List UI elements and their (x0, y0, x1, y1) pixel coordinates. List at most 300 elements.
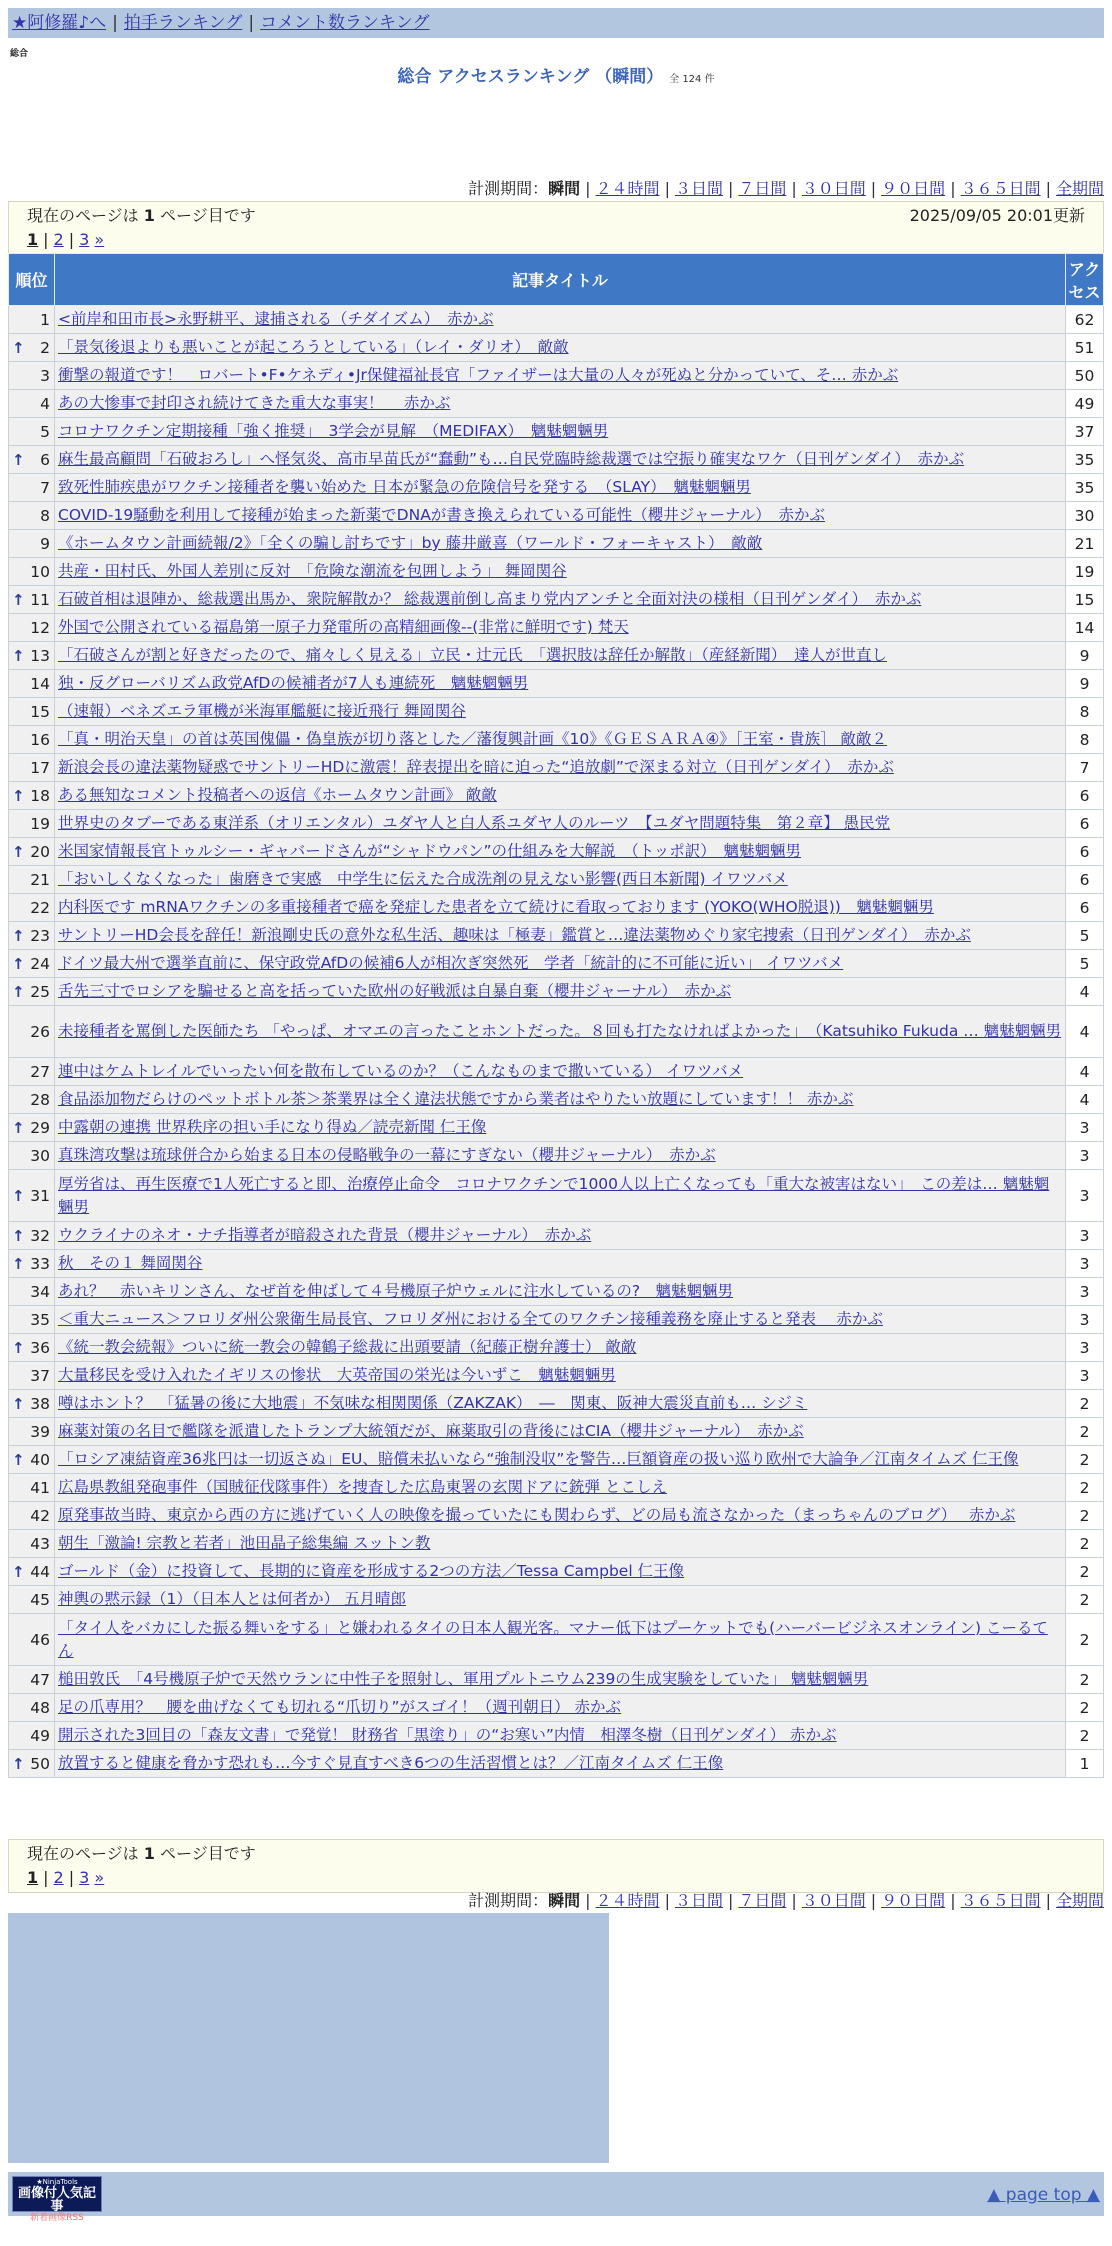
rank-number: 34 (30, 1282, 50, 1301)
rank-number: 9 (40, 534, 50, 553)
pager-bottom (8, 1839, 1104, 1893)
title-cell (55, 502, 1066, 530)
article-link[interactable]: 神輿の黙示録（1）（日本人とは何者か） 五月晴郎 (58, 1590, 407, 1608)
article-link[interactable]: 槌田敦氏 「4号機原子炉で天然ウランに中性子を照射し、軍用プルトニウム239の生成実験をしていた」 魑魅魍魎男 (58, 1670, 869, 1688)
rank-cell (9, 362, 55, 390)
badge-main-text: 画像付人気記事 (17, 2186, 96, 2214)
rank-cell (9, 1222, 55, 1250)
period-option[interactable]: 全期間 (1055, 1891, 1104, 1910)
title-cell (55, 1142, 1066, 1170)
article-link[interactable]: 原発事故当時、東京から西の方に逃げていく人の映像を撮っていたにも関わらず、どの局も流さなかった（まっちゃんのブログ） 赤かぶ (58, 1506, 1016, 1524)
rank-cell (9, 1390, 55, 1418)
rank-number: 48 (30, 1698, 50, 1717)
article-link[interactable]: 内科医です mRNAワクチンの多重接種者で癌を発症した患者を立て続けに看取っております (YOKO(WHO脱退)) 魑魅魍魎男 (58, 898, 934, 916)
title-cell (55, 978, 1066, 1006)
table-row (9, 390, 1104, 418)
title-cell (55, 1278, 1066, 1306)
article-link[interactable]: 「石破さんが割と好きだったので、痛々しく見える」立民・辻元氏 「選択肢は辞任か解散」（産経新聞） 達人が世直し (58, 646, 887, 664)
up-arrow-icon: ↑ (12, 338, 25, 357)
access-count: 1 (1066, 1750, 1104, 1778)
rank-cell (9, 446, 55, 474)
title-cell (55, 642, 1066, 670)
column-header-title: 記事タイトル (55, 254, 1066, 306)
article-link[interactable]: 外国で公開されている福島第一原子力発電所の高精細画像--(非常に鮮明です) 梵天 (58, 618, 629, 636)
period-option[interactable]: ９０日間 (881, 179, 946, 198)
access-count: 4 (1066, 1086, 1104, 1114)
rank-cell (9, 922, 55, 950)
article-link[interactable]: 真珠湾攻撃は琉球併合から始まる日本の侵略戦争の一幕にすぎない（櫻井ジャーナル） 赤かぶ (58, 1146, 716, 1164)
access-count: 2 (1066, 1586, 1104, 1614)
article-link[interactable]: 連中はケムトレイルでいったい何を散布しているのか？（こんなものまで撒いている） イワツバメ (58, 1062, 744, 1080)
table-row (9, 810, 1104, 838)
article-link[interactable]: ある無知なコメント投稿者への返信《ホームタウン計画》 敵敵 (58, 786, 497, 804)
table-row (9, 950, 1104, 978)
access-count: 9 (1066, 642, 1104, 670)
article-link[interactable]: コロナワクチン定期接種「強く推奨」 3学会が見解 （MEDIFAX） 魑魅魍魎男 (58, 422, 609, 440)
ninja-tools-badge[interactable] (12, 2176, 102, 2223)
period-option[interactable]: ７日間 (738, 1891, 787, 1910)
page-separator: | (43, 1868, 49, 1887)
period-separator: | (1045, 179, 1051, 198)
article-link[interactable]: 《統一教会続報》ついに統一教会の韓鶴子総裁に出頭要請（紀藤正樹弁護士） 敵敵 (58, 1338, 637, 1356)
access-count: 2 (1066, 1446, 1104, 1474)
rank-cell (9, 1142, 55, 1170)
title-cell (55, 698, 1066, 726)
access-count: 3 (1066, 1334, 1104, 1362)
access-count: 35 (1066, 474, 1104, 502)
table-row (9, 1142, 1104, 1170)
article-link[interactable]: ウクライナのネオ・ナチ指導者が暗殺された背景（櫻井ジャーナル） 赤かぶ (58, 1226, 592, 1244)
page-info (27, 1842, 256, 1866)
period-option[interactable]: ９０日間 (881, 1891, 946, 1910)
title-cell (55, 1558, 1066, 1586)
article-link[interactable]: 舌先三寸でロシアを騙せると高を括っていた欧州の好戦派は自暴自棄（櫻井ジャーナル） 赤かぶ (58, 982, 732, 1000)
rank-cell (9, 1474, 55, 1502)
pager-top (8, 201, 1104, 255)
article-link[interactable]: 中露朝の連携 世界秩序の担い手になり得ぬ／読売新聞 仁王像 (58, 1118, 487, 1136)
rank-number: 46 (30, 1630, 50, 1649)
title-cell (55, 838, 1066, 866)
table-row (9, 474, 1104, 502)
access-count: 8 (1066, 698, 1104, 726)
article-link[interactable]: 広島県教組発砲事件（国賊征伐隊事件）を捜査した広島東署の玄関ドアに銃弾 とこしえ (58, 1478, 667, 1496)
access-count: 4 (1066, 1058, 1104, 1086)
table-row (9, 754, 1104, 782)
rank-cell (9, 1446, 55, 1474)
up-arrow-icon: ↑ (12, 1254, 25, 1273)
period-label: 計測期間： (468, 179, 549, 198)
table-row (9, 1558, 1104, 1586)
page-info-prefix: 現在のページは (27, 1844, 144, 1863)
article-link[interactable]: 米国家情報長官トゥルシー・ギャバードさんが“シャドウパン”の仕組みを大解説 （トッポ訳） 魑魅魍魎男 (58, 842, 802, 860)
period-option[interactable]: ３日間 (674, 179, 723, 198)
page-separator: | (68, 1868, 75, 1887)
title-cell (55, 390, 1066, 418)
article-link[interactable]: 致死性肺疾患がワクチン接種者を襲い始めた 日本が緊急の危険信号を発する （SLAY） 魑魅魍魎男 (58, 478, 751, 496)
page-separator: | (68, 230, 75, 249)
up-arrow-icon: ↑ (12, 954, 25, 973)
rank-number: 3 (40, 366, 50, 385)
rank-cell (9, 558, 55, 586)
article-link[interactable]: 石破首相は退陣か、総裁選出馬か、衆院解散か？ 総裁選前倒し高まり党内アンチと全面対決の様相（日刊ゲンダイ） 赤かぶ (58, 590, 922, 608)
access-count: 2 (1066, 1502, 1104, 1530)
rank-cell (9, 1750, 55, 1778)
access-count: 2 (1066, 1558, 1104, 1586)
article-link[interactable]: 《ホームタウン計画続報/2》「全くの騙し討ちです」by 藤井厳喜（ワールド・フォーキャスト） 敵敵 (58, 534, 763, 552)
table-row (9, 838, 1104, 866)
access-count: 3 (1066, 1170, 1104, 1222)
table-row (9, 642, 1104, 670)
period-selector-bottom (468, 1888, 1104, 1911)
access-count: 6 (1066, 782, 1104, 810)
page-current: 1 (27, 1868, 39, 1887)
rank-number: 14 (30, 674, 50, 693)
rank-number: 24 (30, 954, 50, 973)
ranking-table-body (9, 306, 1104, 1778)
rank-cell (9, 670, 55, 698)
article-link[interactable]: 「真・明治天皇」の首は英国傀儡・偽皇族が切り落とした／藩復興計画《10》《ＧＥＳＡＲＡ④》［王室・貴族］ 敵敵２ (58, 730, 888, 748)
title-cell (55, 894, 1066, 922)
article-link[interactable]: 食品添加物だらけのペットボトル茶＞茶業界は全く違法状態ですから業者はやりたい放題にしています！！ 赤かぶ (58, 1090, 854, 1108)
rank-cell (9, 838, 55, 866)
period-option[interactable]: ３０日間 (801, 1891, 866, 1910)
article-link[interactable]: 「タイ人をバカにした振る舞いをする」と嫌われるタイの日本人観光客。マナー低下はプーケットでも(ハーバービジネスオンライン) こーるてん (58, 1618, 1048, 1660)
title-cell (55, 1306, 1066, 1334)
pager-links (27, 1866, 1085, 1890)
page-link[interactable]: 2 (53, 1868, 64, 1887)
table-row (9, 502, 1104, 530)
article-link[interactable]: ドイツ最大州で選挙直前に、保守政党AfDの候補6人が相次ぎ突然死 学者「統計的に不可能に近い」 イワツバメ (58, 954, 844, 972)
access-count: 21 (1066, 530, 1104, 558)
nav-link-asyura[interactable]: ★阿修羅♪へ (12, 13, 107, 33)
table-row (9, 1058, 1104, 1086)
up-arrow-icon: ↑ (12, 590, 25, 609)
up-arrow-icon: ↑ (12, 842, 25, 861)
article-link[interactable]: 足の爪専用？ 腰を曲げなくても切れる“爪切り”がスゴイ！（週刊朝日） 赤かぶ (58, 1698, 622, 1716)
footer-bar (8, 2172, 1104, 2223)
title-cell (55, 1722, 1066, 1750)
article-link[interactable]: 未接種者を罵倒した医師たち 「やっぱ、オマエの言ったことホントだった。８回も打たなければよかった」 （Katsuhiko Fukuda … 魑魅魍魎男 (58, 1022, 1062, 1040)
access-count: 3 (1066, 1142, 1104, 1170)
page-next-link[interactable]: » (94, 230, 105, 249)
article-link[interactable]: 放置すると健康を脅かす恐れも…今すぐ見直すべき6つの生活習慣とは？／江南タイムズ 仁王像 (58, 1754, 724, 1772)
access-count: 2 (1066, 1694, 1104, 1722)
nav-link-clap-ranking[interactable]: 拍手ランキング (123, 13, 243, 33)
table-row (9, 1722, 1104, 1750)
rank-cell (9, 1006, 55, 1058)
title-cell (55, 530, 1066, 558)
rank-number: 39 (30, 1422, 50, 1441)
rank-cell (9, 390, 55, 418)
access-count: 3 (1066, 1250, 1104, 1278)
rank-number: 30 (30, 1146, 50, 1165)
period-separator: | (664, 1891, 670, 1910)
table-row (9, 894, 1104, 922)
period-separator: | (791, 179, 797, 198)
article-link[interactable]: 朝生「激論! 宗教と若者」池田晶子総集編 スットン教 (58, 1534, 431, 1552)
access-count: 3 (1066, 1362, 1104, 1390)
title-cell (55, 866, 1066, 894)
rank-number: 18 (30, 786, 50, 805)
period-label: 計測期間： (468, 1891, 549, 1910)
article-link[interactable]: COVID-19騒動を利用して接種が始まった新薬でDNAが書き換えられている可能性（櫻井ジャーナル） 赤かぶ (58, 506, 825, 524)
rank-number: 49 (30, 1726, 50, 1745)
rank-number: 1 (40, 310, 50, 329)
rank-cell (9, 1558, 55, 1586)
page-current: 1 (27, 230, 39, 249)
table-row (9, 1666, 1104, 1694)
period-option[interactable]: ３日間 (674, 1891, 723, 1910)
top-nav-bar (8, 8, 1104, 38)
rank-number: 26 (30, 1022, 50, 1041)
article-link[interactable]: 世界史のタブーである東洋系（オリエンタル）ユダヤ人と白人系ユダヤ人のルーツ 【ユダヤ問題特集 第２章】 愚民党 (58, 814, 891, 832)
rank-cell (9, 1694, 55, 1722)
table-row (9, 1306, 1104, 1334)
up-arrow-icon: ↑ (12, 1394, 25, 1413)
rank-cell (9, 1502, 55, 1530)
table-row (9, 1418, 1104, 1446)
table-row (9, 558, 1104, 586)
page-separator: | (43, 230, 49, 249)
access-count: 35 (1066, 446, 1104, 474)
article-link[interactable]: 大量移民を受け入れたイギリスの惨状 大英帝国の栄光は今いずこ 魑魅魍魎男 (58, 1366, 616, 1384)
rank-cell (9, 894, 55, 922)
table-row (9, 1390, 1104, 1418)
page-link[interactable]: 3 (79, 1868, 90, 1887)
rank-number: 23 (30, 926, 50, 945)
article-link[interactable]: 麻薬対策の名目で艦隊を派遣したトランプ大統領だが、麻薬取引の背後にはCIA（櫻井ジャーナル） 赤かぶ (58, 1422, 804, 1440)
access-count: 3 (1066, 1306, 1104, 1334)
page-info-suffix: ページ目です (154, 206, 256, 225)
rank-number: 44 (30, 1562, 50, 1581)
rank-cell (9, 306, 55, 334)
rank-cell (9, 698, 55, 726)
table-row (9, 306, 1104, 334)
period-option[interactable]: ３６５日間 (960, 1891, 1041, 1910)
title-cell (55, 614, 1066, 642)
table-row (9, 866, 1104, 894)
article-link[interactable]: 「おいしくなくなった」歯磨きで実感 中学生に伝えた合成洗剤の見えない影響(西日本新聞) イワツバメ (58, 870, 788, 888)
title-cell (55, 922, 1066, 950)
rank-number: 43 (30, 1534, 50, 1553)
access-count: 2 (1066, 1390, 1104, 1418)
access-count: 30 (1066, 502, 1104, 530)
article-link[interactable]: あの大惨事で封印され続けてきた重大な事実！ 赤かぶ (58, 394, 451, 412)
title-cell (55, 1586, 1066, 1614)
rank-cell (9, 866, 55, 894)
rank-number: 41 (30, 1478, 50, 1497)
nav-link-comment-ranking[interactable]: コメント数ランキング (260, 13, 430, 33)
access-count: 4 (1066, 1006, 1104, 1058)
page-top-link[interactable]: ▲ page top ▲ (987, 2185, 1100, 2205)
title-cell (55, 1334, 1066, 1362)
period-selector-top (468, 176, 1104, 199)
rank-number: 38 (30, 1394, 50, 1413)
article-link[interactable]: 厚労省は、再生医療で1人死亡すると即、治療停止命令 コロナワクチンで1000人以上亡くなっても「重大な被害はない」 この差は… 魑魅魍魎男 (58, 1174, 1050, 1216)
article-link[interactable]: ゴールド（金）に投資して、長期的に資産を形成する2つの方法／Tessa Campbel 仁王像 (58, 1562, 685, 1580)
title-cell (55, 1474, 1066, 1502)
table-row (9, 1362, 1104, 1390)
up-arrow-icon: ↑ (12, 1754, 25, 1773)
page-link[interactable]: 3 (79, 230, 90, 249)
title-cell (55, 810, 1066, 838)
updated-timestamp: 2025/09/05 20:01更新 (909, 206, 1085, 225)
rank-cell (9, 810, 55, 838)
table-row (9, 586, 1104, 614)
rank-cell (9, 1666, 55, 1694)
title-cell (55, 782, 1066, 810)
table-row (9, 1530, 1104, 1558)
page-next-link[interactable]: » (94, 1868, 105, 1887)
rank-number: 8 (40, 506, 50, 525)
page-link[interactable]: 2 (53, 230, 64, 249)
rank-cell (9, 1058, 55, 1086)
access-count: 3 (1066, 1278, 1104, 1306)
rank-number: 21 (30, 870, 50, 889)
period-separator: | (870, 179, 877, 198)
rank-cell (9, 1362, 55, 1390)
title-cell (55, 1222, 1066, 1250)
period-separator: | (585, 1891, 591, 1910)
table-row (9, 530, 1104, 558)
title-cell (55, 670, 1066, 698)
table-row (9, 1278, 1104, 1306)
page-info-number: 1 (143, 206, 155, 225)
article-link[interactable]: 衝撃の報道です！ ロバート•F•ケネディ•Jr保健福祉長官「ファイザーは大量の人々が死ぬと分かっていて、そ… 赤かぶ (58, 366, 899, 384)
table-row (9, 1006, 1104, 1058)
title-cell (55, 950, 1066, 978)
title-cell (55, 474, 1066, 502)
rank-cell (9, 1278, 55, 1306)
rank-cell (9, 1306, 55, 1334)
article-link[interactable]: 独・反グローバリズム政党AfDの候補者が7人も連続死 魑魅魍魎男 (58, 674, 529, 692)
period-current: 瞬間 (548, 179, 581, 198)
article-link[interactable]: （速報）ベネズエラ軍機が米海軍艦艇に接近飛行 舞岡関谷 (58, 702, 466, 720)
access-count: 62 (1066, 306, 1104, 334)
table-row (9, 1586, 1104, 1614)
title-cell (55, 1058, 1066, 1086)
access-count: 2 (1066, 1614, 1104, 1666)
title-cell (55, 446, 1066, 474)
title-cell (55, 334, 1066, 362)
title-cell (55, 1006, 1066, 1058)
table-row (9, 726, 1104, 754)
rank-number: 28 (30, 1090, 50, 1109)
rank-number: 6 (40, 450, 50, 469)
rank-number: 47 (30, 1670, 50, 1689)
article-link[interactable]: 開示された3回目の「森友文書」で発覚！ 財務省「黒塗り」の“お寒い”内情 相澤冬樹（日刊ゲンダイ） 赤かぶ (58, 1726, 837, 1744)
rank-number: 19 (30, 814, 50, 833)
title-cell (55, 1750, 1066, 1778)
rank-cell (9, 474, 55, 502)
article-link[interactable]: <前岸和田市長>永野耕平、逮捕される（チダイズム） 赤かぶ (58, 310, 494, 328)
table-row (9, 1086, 1104, 1114)
access-count: 3 (1066, 1114, 1104, 1142)
table-row (9, 978, 1104, 1006)
access-count: 19 (1066, 558, 1104, 586)
rank-cell (9, 1250, 55, 1278)
period-option[interactable]: 全期間 (1055, 179, 1104, 198)
article-link[interactable]: 秋 その１ 舞岡関谷 (58, 1254, 203, 1272)
access-count: 5 (1066, 950, 1104, 978)
title-cell (55, 1446, 1066, 1474)
access-count: 2 (1066, 1666, 1104, 1694)
table-row (9, 362, 1104, 390)
rank-cell (9, 530, 55, 558)
rank-number: 4 (40, 394, 50, 413)
table-row (9, 922, 1104, 950)
period-option[interactable]: ３６５日間 (960, 179, 1041, 198)
category-label: 総合 (10, 49, 29, 59)
article-link[interactable]: 新浪会長の違法薬物疑惑でサントリーHDに激震！辞表提出を暗に迫った“追放劇”で深まる対立（日刊ゲンダイ） 赤かぶ (58, 758, 894, 776)
rank-cell (9, 1586, 55, 1614)
title-cell (55, 1170, 1066, 1222)
rank-cell (9, 726, 55, 754)
article-link[interactable]: あれ？ 赤いキリンさん、なぜ首を伸ばして４号機原子炉ウェルに注水しているの? 魑魅魍魎男 (58, 1282, 734, 1300)
article-link[interactable]: サントリーHD会長を辞任！新浪剛史氏の意外な私生活、趣味は「極妻」鑑賞と…違法薬物めぐり家宅捜索（日刊ゲンダイ） 赤かぶ (58, 926, 971, 944)
up-arrow-icon: ↑ (12, 1450, 25, 1469)
rank-number: 13 (30, 646, 50, 665)
up-arrow-icon: ↑ (12, 926, 25, 945)
article-link[interactable]: 「景気後退よりも悪いことが起ころうとしている」（レイ・ダリオ） 敵敵 (58, 338, 569, 356)
article-link[interactable]: 麻生最高顧問「石破おろし」へ怪気炎、高市早苗氏が“蠢動”も…自民党臨時総裁選では空振り確実なワケ（日刊ゲンダイ） 赤かぶ (58, 450, 965, 468)
table-row (9, 1222, 1104, 1250)
access-count: 2 (1066, 1418, 1104, 1446)
rank-number: 12 (30, 618, 50, 637)
period-separator: | (585, 179, 591, 198)
title-cell (55, 418, 1066, 446)
title-cell (55, 1250, 1066, 1278)
access-count: 50 (1066, 362, 1104, 390)
period-separator: | (950, 1891, 956, 1910)
period-option[interactable]: ７日間 (738, 179, 787, 198)
period-option[interactable]: ２４時間 (595, 1891, 660, 1910)
article-link[interactable]: ＜重大ニュース＞フロリダ州公衆衛生局長官、フロリダ州における全てのワクチン接種義務を廃止すると発表 赤かぶ (58, 1310, 883, 1328)
period-option[interactable]: ２４時間 (595, 179, 660, 198)
nav-separator: | (248, 13, 255, 33)
rank-cell (9, 1086, 55, 1114)
rank-number: 32 (30, 1226, 50, 1245)
period-option[interactable]: ３０日間 (801, 179, 866, 198)
column-header-rank: 順位 (9, 254, 55, 306)
title-cell (55, 726, 1066, 754)
article-link[interactable]: 「ロシア凍結資産36兆円は一切返さぬ」EU、賠償未払いなら“強制没収”を警告…巨額資産の扱い巡り欧州で大論争／江南タイムズ 仁王像 (58, 1450, 1019, 1468)
page-title (0, 62, 1112, 87)
rank-cell (9, 614, 55, 642)
period-separator: | (870, 1891, 877, 1910)
title-cell (55, 362, 1066, 390)
table-row (9, 1446, 1104, 1474)
title-cell (55, 586, 1066, 614)
period-separator: | (950, 179, 956, 198)
title-cell (55, 1114, 1066, 1142)
rank-cell (9, 978, 55, 1006)
up-arrow-icon: ↑ (12, 1118, 25, 1137)
period-current: 瞬間 (548, 1891, 581, 1910)
table-row (9, 446, 1104, 474)
rank-number: 10 (30, 562, 50, 581)
article-link[interactable]: 共産・田村氏、外国人差別に反対 「危険な潮流を包囲しよう」 舞岡関谷 (58, 562, 567, 580)
rank-number: 7 (40, 478, 50, 497)
table-row (9, 1502, 1104, 1530)
rank-cell (9, 1170, 55, 1222)
article-count: 全 124 件 (669, 74, 715, 85)
table-row (9, 1250, 1104, 1278)
article-link[interactable]: 噂はホント？ 「猛暑の後に大地震」不気味な相関関係（ZAKZAK） ― 関東、阪神大震災直前も… シジミ (58, 1394, 808, 1412)
rank-cell (9, 1614, 55, 1666)
rank-number: 2 (40, 338, 50, 357)
table-row (9, 670, 1104, 698)
